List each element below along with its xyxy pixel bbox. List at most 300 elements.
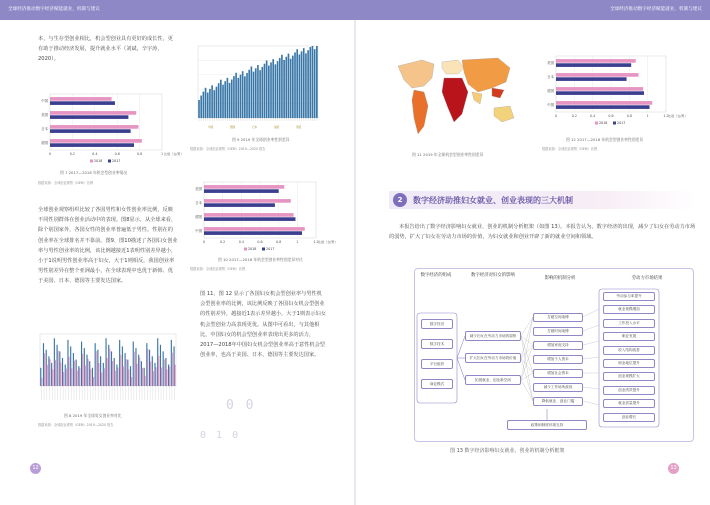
bar: [299, 54, 301, 118]
bar-female: [63, 372, 64, 386]
x-tick-label: 0.2: [220, 240, 226, 244]
fig11-caption: 图 11 2019 年全球机会型创业率性别差异: [412, 152, 484, 157]
bar-2017: [556, 63, 631, 67]
x-tick-label: 英国: [296, 126, 302, 129]
bar-female: [142, 368, 143, 386]
legend-label: 2018: [599, 121, 608, 125]
bar-male: [171, 340, 172, 386]
bar-female: [145, 376, 146, 386]
bar-male: [144, 368, 145, 386]
outcome-box: 工作投入水平: [603, 319, 655, 328]
fig9-source: 数据来源：全球创业观察（GEM）2019—2020 报告: [190, 147, 266, 151]
fig7-caption: 图 7 2017—2018 年机会型创业率情况: [60, 170, 128, 175]
bar-male: [84, 348, 85, 386]
outcome-box: 创业增长: [603, 413, 655, 422]
bar-female: [90, 369, 91, 386]
bar-male: [114, 358, 115, 386]
x-tick-label: 0.6: [257, 240, 263, 244]
bar: [213, 90, 215, 118]
bar-female: [123, 366, 124, 386]
bar-male: [100, 356, 101, 386]
arrow: [583, 309, 599, 317]
mechanism-framework: [414, 268, 694, 442]
bar-male: [73, 353, 74, 386]
category-label: 中国: [195, 229, 202, 234]
country-shape: [492, 88, 504, 98]
bar: [218, 83, 220, 118]
fig8-source: 数据来源：全球创业观察（GEM）2019—2020 报告: [38, 423, 114, 427]
bar-male: [108, 345, 109, 386]
legend-label: 2017: [112, 159, 121, 163]
bar-female: [104, 368, 105, 386]
outcome-box: 创业绩效提升: [603, 386, 655, 395]
impact-box: 减少妇女在劳动力市场的弱势: [465, 331, 521, 341]
bar-2018: [204, 213, 294, 217]
fig12-caption: 图 12 2017—2018 年机会型创业率性别差异: [566, 137, 644, 142]
bar-2018: [50, 125, 138, 129]
bar-female: [112, 361, 113, 386]
bar: [268, 66, 270, 118]
bar: [209, 89, 211, 118]
bar: [266, 60, 268, 118]
bar-male: [46, 350, 47, 386]
bar-female: [52, 369, 53, 386]
mechanism-box: 减少工作场所歧视: [533, 383, 583, 392]
x-tick-label: 0.8: [276, 240, 282, 244]
bar-2017: [50, 143, 134, 147]
x-tick-label: 美国: [274, 126, 280, 129]
bar-female: [134, 352, 135, 386]
legend-swatch: [595, 122, 598, 125]
category-label: 美国: [547, 61, 554, 66]
bar: [261, 67, 263, 118]
bar-male: [51, 363, 52, 386]
decorative-digits-2: 0 1 0: [200, 430, 241, 441]
bar-female: [109, 349, 110, 386]
arrow: [583, 357, 599, 359]
bar-male: [70, 346, 71, 386]
bar: [200, 96, 202, 118]
bar-female: [153, 371, 154, 386]
bar-female: [74, 361, 75, 386]
fig8-chart: [36, 330, 182, 416]
mechanism-box: 降低就业、创业门槛: [533, 397, 583, 406]
mechanism-box: 打破时间束缚: [533, 327, 583, 336]
fig9-chart: [190, 40, 340, 136]
bar-male: [48, 356, 49, 386]
bar-2018: [556, 101, 652, 105]
bar: [220, 80, 222, 118]
country-shape: [398, 60, 434, 88]
col-header-3: 影响的机制分析: [544, 276, 576, 281]
bar-2017: [204, 189, 279, 193]
bar-male: [81, 342, 82, 386]
bar-male: [105, 338, 106, 386]
bar-male: [149, 350, 150, 386]
bar-female: [82, 354, 83, 386]
legend-label: 2017: [617, 121, 626, 125]
bar-female: [55, 360, 56, 386]
fig13-caption: 图 13 数字经济影响妇女就业、创业的机制分析框架: [450, 448, 565, 454]
bar-female: [164, 359, 165, 386]
x-tick-label: 德国: [230, 126, 236, 129]
bar: [233, 76, 235, 118]
bar: [211, 85, 213, 118]
outcome-box: 就业质量提升: [603, 399, 655, 408]
bar: [235, 73, 237, 118]
outcome-box: 收入结构改善: [603, 346, 655, 355]
paragraph-top: 本，与生存型创业相比，机会型创业具有更好的成长性，更有助于推动经济发展，提升就业水平（刘斌，辛宇涛，2020）。: [38, 36, 173, 63]
category-label: 中国: [547, 103, 554, 108]
bar-female: [101, 373, 102, 386]
bar-male: [168, 365, 169, 386]
bar-female: [155, 367, 156, 386]
bar-male: [135, 348, 136, 386]
bar: [244, 76, 246, 118]
bar-2017: [50, 129, 131, 133]
category-label: 德国: [41, 141, 48, 146]
category-label: 德国: [195, 215, 202, 220]
fig12-chart: [540, 52, 688, 138]
bar-male: [95, 343, 96, 386]
legend-swatch: [108, 160, 111, 163]
bar-female: [139, 358, 140, 386]
bar-male: [130, 366, 131, 386]
x-tick-label: 0: [48, 152, 52, 156]
bar-2017: [556, 77, 627, 81]
category-label: 美国: [195, 187, 202, 192]
bar-male: [125, 353, 126, 386]
x-tick-label: 0.6: [608, 114, 614, 118]
legend-swatch: [244, 248, 247, 251]
component-box: 数字经济: [421, 319, 453, 329]
bar-2018: [556, 73, 639, 77]
page-number-left: 12: [30, 463, 41, 474]
bar-male: [40, 368, 41, 386]
bar-female: [44, 353, 45, 386]
arrow: [583, 341, 599, 345]
x-tick-label: 0.4: [238, 240, 244, 244]
bar-2018: [204, 185, 284, 189]
bar: [205, 88, 207, 118]
bar-female: [71, 368, 72, 386]
x-tick-label: 0.8: [136, 152, 143, 156]
arrow: [457, 336, 465, 358]
bar: [240, 75, 242, 118]
arrow: [521, 336, 533, 401]
bar-female: [147, 349, 148, 386]
bar-female: [58, 351, 59, 386]
bar: [316, 46, 318, 118]
arrow: [583, 325, 599, 331]
bar: [259, 70, 261, 118]
bar-2018: [50, 97, 112, 101]
bar-male: [138, 355, 139, 386]
bar: [237, 78, 239, 118]
component-box: 商业模式: [421, 379, 453, 389]
x-tick-label: 日本: [252, 126, 258, 129]
legend-swatch: [262, 248, 265, 251]
bar-female: [150, 361, 151, 386]
decorative-digits: 0 0: [226, 398, 256, 413]
bar-male: [62, 358, 63, 386]
x-axis-label: 比值（女/男）: [318, 240, 338, 244]
bar: [285, 57, 287, 118]
bar-female: [131, 377, 132, 386]
bar-female: [98, 363, 99, 386]
category-label: 日本: [195, 201, 202, 206]
bar-male: [152, 356, 153, 386]
bar: [292, 56, 294, 118]
bar-male: [146, 343, 147, 386]
fig10-caption: 图 10 2017—2018 年机会型创业率性别差异对比: [218, 257, 303, 262]
bar: [253, 72, 255, 118]
fig9-caption: 图 9 2019 年全球创业率性别差异: [232, 137, 290, 142]
arrow: [521, 358, 533, 401]
x-tick-label: 0.4: [92, 152, 98, 156]
bar-male: [127, 360, 128, 386]
bar-male: [76, 360, 77, 386]
country-shape: [472, 92, 482, 104]
page-divider: [354, 20, 356, 505]
bar-female: [115, 371, 116, 386]
arrow: [583, 387, 599, 389]
x-tick-label: 1: [296, 240, 299, 244]
bar: [229, 83, 231, 118]
mechanism-box: 增加个人资本: [533, 355, 583, 364]
bar: [272, 59, 274, 118]
arrow: [457, 358, 465, 380]
arrow: [521, 345, 533, 380]
mechanism-box: 增加社会资本: [533, 369, 583, 378]
bar-female: [68, 357, 69, 386]
bar-2017: [204, 217, 295, 221]
category-label: 日本: [547, 75, 554, 80]
bar-female: [158, 356, 159, 386]
bar-male: [103, 363, 104, 386]
outcome-box: 劳动参与率提升: [603, 292, 655, 301]
bar-male: [173, 346, 174, 386]
bar-2018: [204, 227, 305, 231]
outcome-box: 创业规模扩大: [603, 372, 655, 381]
intro-paragraph: 本报告给出了数字经济影响妇女就业、创业的机制分析框架（如图 13）。本报告认为，数字经济的出现，减少了妇女在劳动力市场的弱势，扩大了妇女在劳动力市场的价值，为妇女就业和创业开辟了新的就业空间和领域。: [389, 224, 696, 241]
legend-swatch: [613, 122, 616, 125]
component-box: 数字技术: [421, 339, 453, 349]
x-tick-label: 1: [646, 114, 649, 118]
impact-box: 扩大妇女在劳动力市场的价值: [465, 353, 521, 363]
bar: [279, 58, 281, 118]
bar-2017: [556, 91, 644, 95]
bar-female: [93, 377, 94, 386]
col-header-4: 劳动力市场结果: [631, 276, 663, 281]
bar-female: [85, 365, 86, 386]
outcome-box: 职业发展: [603, 332, 655, 341]
bar-female: [66, 369, 67, 386]
bar: [312, 46, 314, 118]
bar-male: [86, 355, 87, 386]
x-tick-label: 1: [160, 152, 164, 156]
bar-male: [160, 345, 161, 386]
bar: [309, 47, 311, 118]
bar-female: [161, 367, 162, 386]
bar: [255, 68, 257, 118]
bar-male: [116, 365, 117, 386]
legend-swatch: [90, 160, 93, 163]
category-label: 日本: [41, 127, 48, 132]
bar-female: [77, 371, 78, 386]
fig7-source: 数据来源：全球创业观察（GEM）官网: [38, 181, 94, 185]
bar: [301, 51, 303, 118]
paragraph-mid: 全球创业观察组织比较了各国男性和女性创业率比例，反映不同性别群体在创业活动中的表现。图8显示，从全球来看，除个别国家外，各国女性的创业率普遍低于男性。性别在的创业率在全球排名并不靠前。图9、图10描述了各国妇女创业率与男性创业率的比例，该比例越接近1表明性别差异越小，小于1说明男性创业率高于妇女，大于1则相反。我国创业率男性别差异在整个亚洲最小，在全球表现中也优于新韩、优于美国、日本、德国等主要发达国家。: [38, 207, 178, 285]
country-shape: [494, 106, 514, 122]
bar-female: [166, 370, 167, 386]
bar: [281, 55, 283, 118]
bar: [224, 81, 226, 118]
fig8-caption: 图 8 2019 年全球男女创业率对比: [64, 413, 122, 418]
bar: [277, 61, 279, 118]
paragraph-col2: 图 11、图 12 显示了各国妇女机会型创业率与男性机会型创业率的比例，该比例反映了各国妇女机会型创业的性别差异，越接近1表示差异越小，大于1则表示妇女机会型创业力高表现更优。从图中可看出，与其他相比，中国妇女的机会型创业率表现出更多的活力，2017—2018年中国妇女机会型创业率高于意性机会型创业率，也高于美国、日本、德国等主要发达国家。: [200, 291, 326, 359]
bar-female: [79, 368, 80, 386]
mechanism-box: 增加家庭支持: [533, 341, 583, 350]
bar-female: [120, 355, 121, 386]
header-left: 全球经济推动数字经济赋能就业，机制与建议: [0, 0, 355, 20]
x-axis-label: 比值（女/男）: [164, 152, 184, 156]
bar-female: [49, 359, 50, 386]
x-axis-label: 比值（女/男）: [668, 114, 688, 118]
bar-female: [87, 359, 88, 386]
outcome-box: 就业规模增加: [603, 305, 655, 314]
bar-male: [141, 361, 142, 386]
bar-male: [97, 350, 98, 386]
outcome-box: 职业地位提升: [603, 359, 655, 368]
bar: [198, 100, 200, 118]
bar-female: [136, 364, 137, 386]
country-shape: [412, 90, 428, 134]
bar-2017: [204, 231, 302, 235]
bar-female: [47, 365, 48, 386]
x-tick-label: 0.6: [114, 152, 120, 156]
bar-2017: [204, 203, 275, 207]
bar-2017: [50, 115, 128, 119]
bar-male: [67, 340, 68, 386]
col-header-2: 数字经济对妇女的影响: [471, 273, 515, 278]
fig7-chart: [36, 90, 186, 170]
bar-female: [169, 367, 170, 386]
bar-female: [41, 378, 42, 386]
category-label: 美国: [41, 113, 48, 118]
fig10-source: 数据来源：全球创业观察（GEM）官网: [190, 267, 246, 271]
country-shape: [442, 60, 464, 74]
bar-female: [60, 363, 61, 386]
bar: [242, 71, 244, 118]
bar-female: [107, 358, 108, 386]
fig10-chart: [190, 178, 338, 258]
bar-female: [175, 365, 176, 386]
mechanism-box: 打破空间束缚: [533, 313, 583, 322]
bar-male: [54, 338, 55, 386]
bar: [248, 70, 250, 118]
bar: [303, 48, 305, 118]
bar-2018: [556, 87, 643, 91]
bar-male: [165, 358, 166, 386]
section-heading: [389, 191, 696, 209]
bar: [231, 80, 233, 118]
bar-female: [117, 368, 118, 386]
bar-2017: [556, 105, 650, 109]
section-title: 数字经济助推妇女就业、创业表现的三大机制: [413, 195, 573, 205]
arrow: [521, 336, 533, 373]
fig11-world-map: [388, 48, 520, 148]
bar-2018: [556, 59, 636, 63]
bar: [305, 53, 307, 118]
bar-male: [65, 365, 66, 386]
bar: [275, 64, 277, 118]
bar: [288, 54, 290, 118]
bar-female: [96, 351, 97, 386]
bar-male: [43, 343, 44, 386]
country-shape: [442, 78, 468, 122]
bar-female: [172, 353, 173, 386]
bar: [207, 93, 209, 118]
x-tick-label: 0.2: [69, 152, 76, 156]
x-tick-label: 0.4: [590, 114, 596, 118]
bar-male: [157, 338, 158, 386]
x-tick-label: 1.2: [313, 240, 319, 244]
bar: [246, 73, 248, 118]
legend-label: 2017: [266, 247, 275, 251]
impact-box: 拓展就业、创业新空间: [465, 375, 521, 385]
bar-male: [163, 351, 164, 386]
x-tick-label: 0: [554, 114, 558, 118]
country-shape: [462, 58, 510, 92]
bar: [251, 66, 253, 118]
legend-label: 2018: [94, 159, 103, 163]
bar-2017: [50, 101, 115, 105]
x-tick-label: 0: [202, 240, 206, 244]
bar: [270, 62, 272, 118]
bar: [216, 87, 218, 118]
bar: [314, 49, 316, 118]
bar-2018: [204, 199, 291, 203]
bar: [257, 65, 259, 118]
component-box: 平台组织: [421, 359, 453, 369]
x-tick-label: 中国: [208, 126, 214, 129]
arrow: [583, 401, 599, 405]
bar-male: [57, 345, 58, 386]
bar-male: [119, 340, 120, 386]
category-label: 德国: [547, 89, 554, 94]
bar: [290, 59, 292, 118]
bar-male: [78, 366, 79, 386]
bar-male: [59, 351, 60, 386]
header-right: 全球经济推动数字经济赋能就业，机制与建议: [355, 0, 710, 20]
bar: [294, 52, 296, 118]
bar-female: [128, 369, 129, 386]
bar: [227, 78, 229, 118]
bar-2018: [50, 111, 136, 115]
x-tick-label: 1.2: [663, 114, 669, 118]
policy-support-box: 政策和制度环境支持: [507, 420, 587, 430]
bar-male: [154, 363, 155, 386]
section-number: 2: [393, 193, 407, 207]
bar-male: [122, 346, 123, 386]
bar: [264, 64, 266, 118]
category-label: 中国: [41, 99, 48, 104]
bar-male: [92, 368, 93, 386]
col-header-1: 数字经济的组成: [420, 273, 452, 278]
bar: [203, 92, 205, 118]
bar-male: [111, 351, 112, 386]
